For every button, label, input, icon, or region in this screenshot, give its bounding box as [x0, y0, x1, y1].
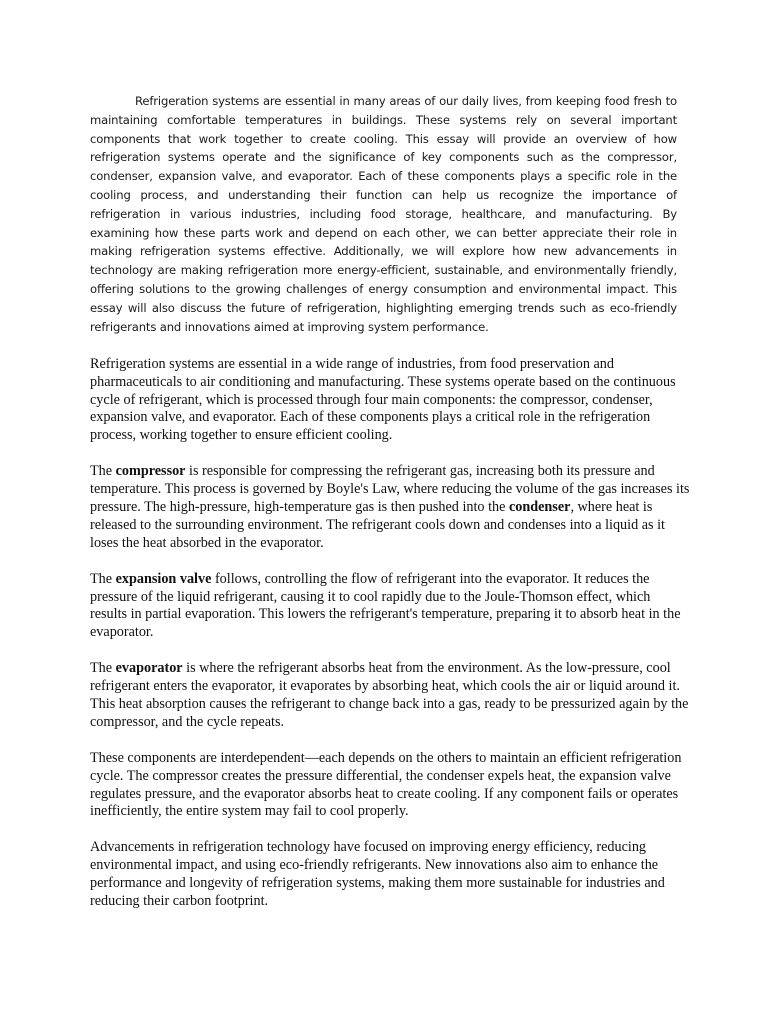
intro-paragraph: Refrigeration systems are essential in many areas of our daily lives, from keeping food fresh to maintaining comfortable temperatures in buildings. These systems rely on several important components that work together to create cooling. This essay will provide an overview of how refrigeration systems operate and the significance of key components such as the compressor, condenser, expansion valve, and evaporator. Each of these components plays a specific role in the cooling process, and understanding their function can help us recognize the importance of refrigeration in various industries, including food storage, healthcare, and manufacturing. By examining how these parts work and depend on each other, we can better appreciate their role in making refrigeration systems effective. Additionally, we will explore how new advancements in technology are making refrigeration more energy-efficient, sustainable, and environmentally friendly, offering solutions to the growing challenges of energy consumption and environmental impact. This essay will also discuss the future of refrigeration, highlighting emerging trends such as eco-friendly refrigerants and innovations aimed at improving system performance.	[90, 94, 677, 334]
evaporator-paragraph	[90, 660, 690, 731]
expansion-text: follows, controlling the flow of refrigerant into the evaporator. It reduces the pressure of the liquid refrigerant, causing it to cool rapidly due to the Joule-Thomson effect, which results in partial evaporation. This lowers the refrigerant's temperature, preparing it to absorb heat in the evaporator.	[90, 570, 681, 641]
interdependence-paragraph: These components are interdependent—each depends on the others to maintain an efficient refrigeration cycle. The compressor creates the pressure differential, the condenser expels heat, the expansion valve regulates pressure, and the evaporator absorbs heat to create cooling. If any component fails or operates inefficiently, the entire system may fail to cool properly.	[90, 749, 682, 820]
compressor-term: compressor	[115, 463, 186, 480]
advancements-paragraph: Advancements in refrigeration technology have focused on improving energy efficiency, reducing environmental impact, and using eco-friendly refrigerants. New innovations also aim to enhance the performance and longevity of refrigeration systems, making them more sustainable for industries and reducing their carbon footprint.	[90, 839, 665, 909]
evaporator-text: is where the refrigerant absorbs heat from the environment. As the low-pressure, cool refrigerant enters the evaporator, it evaporates by absorbing heat, which cools the air or liquid around it. This heat absorption causes the refrigerant to change back into a gas, ready to be pressurized again by the compressor, and the cycle repeats.	[90, 660, 689, 730]
compressor-text: is responsible for compressing the refrigerant gas, increasing both its pressure and temperature. This process is governed by Boyle's Law, where reducing the volume of the gas increases its pressure. The high-pressure, high-temperature gas is then pushed into the	[90, 463, 690, 515]
compressor-paragraph	[90, 463, 690, 552]
expansion-lead: The	[90, 570, 116, 587]
overview-paragraph: Refrigeration systems are essential in a wide range of industries, from food preservation and pharmaceuticals to air conditioning and manufacturing. These systems operate based on the continuous cycle of refrigerant, which is processed through four main components: the compressor, condenser, expansion valve, and evaporator. Each of these components plays a critical role in the refrigeration process, working together to ensure efficient cooling.	[90, 356, 676, 444]
evaporator-lead: The	[90, 660, 116, 677]
evaporator-term: evaporator	[115, 660, 183, 677]
compressor-lead: The	[90, 463, 116, 480]
expansion-valve-term: expansion valve	[115, 570, 212, 587]
condenser-term: condenser	[508, 498, 571, 515]
expansion-valve-paragraph	[90, 571, 690, 642]
condenser-text: , where heat is released to the surrounding environment. The refrigerant cools down and condenses into a liquid as it loses the heat absorbed in the evaporator.	[90, 498, 665, 551]
essay-body	[90, 356, 690, 929]
